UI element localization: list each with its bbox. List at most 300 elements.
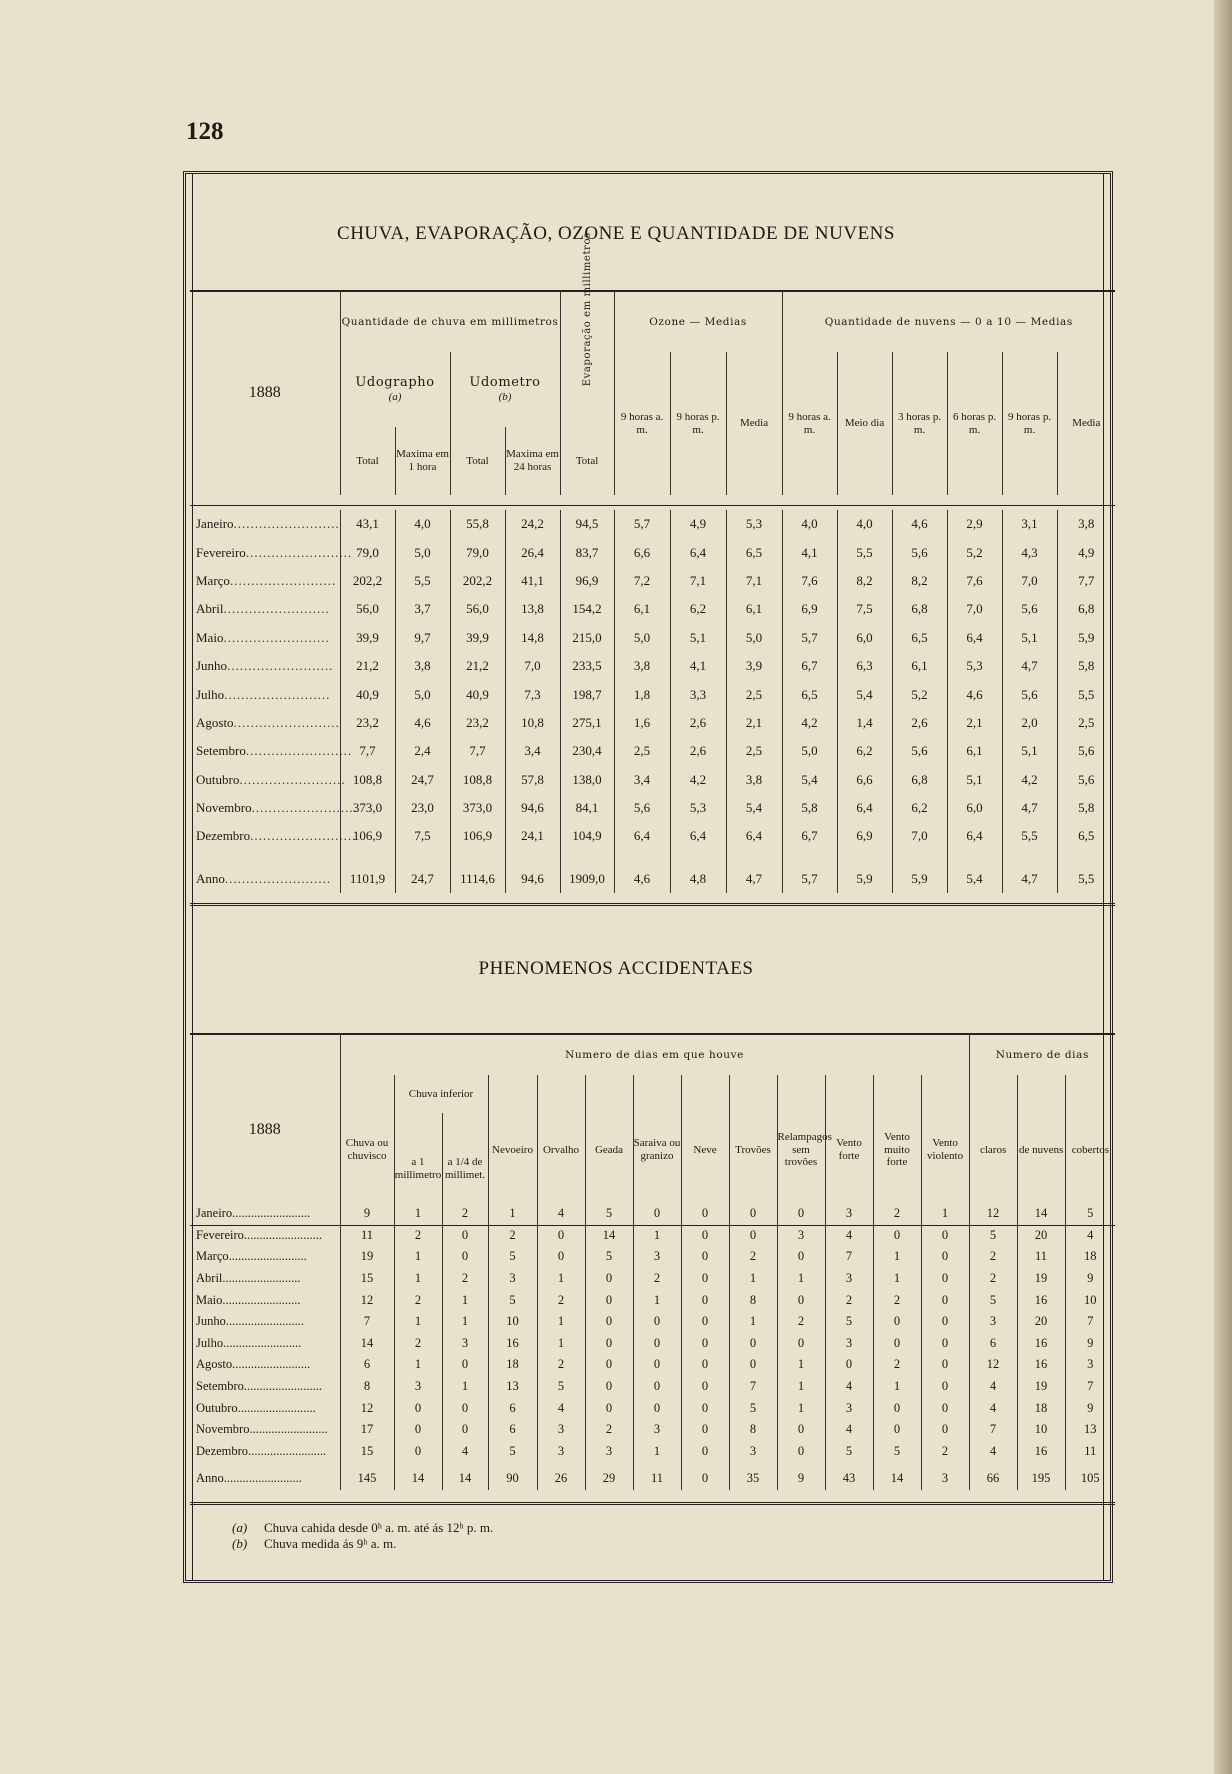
table-cell: 3 — [633, 1246, 681, 1268]
table-cell: 14 — [873, 1468, 921, 1490]
table-cell: 6,4 — [947, 624, 1002, 652]
table-cell: 1,6 — [614, 709, 670, 737]
table-cell: 4,9 — [1057, 538, 1115, 566]
table-cell: 7 — [825, 1246, 873, 1268]
table-cell: 2 — [394, 1289, 442, 1311]
table-row — [190, 1397, 1115, 1419]
table-cell: 21,2 — [340, 652, 395, 680]
section1-year: 1888 — [248, 384, 281, 402]
table-cell: 1909,0 — [560, 865, 614, 893]
footnote-b: (b) Chuva medida ás 9ʰ a. m. — [232, 1536, 397, 1551]
table-cell: 0 — [633, 1333, 681, 1355]
table-cell: 2,5 — [1057, 709, 1115, 737]
table-cell: 2 — [873, 1354, 921, 1376]
table-cell: 5,5 — [837, 538, 892, 566]
table-cell: 4,7 — [1002, 794, 1057, 822]
footnote-a: (a) Chuva cahida desde 0ʰ a. m. até ás 12ʰ p. m. — [232, 1520, 494, 1535]
table-cell: 5 — [1065, 1203, 1115, 1225]
table-cell: 3 — [825, 1333, 873, 1355]
table-cell: 10 — [1017, 1419, 1065, 1441]
table-cell: 12 — [969, 1203, 1017, 1225]
table-row — [190, 709, 1115, 737]
table-cell: 6,4 — [837, 794, 892, 822]
table-cell: 6,1 — [614, 595, 670, 623]
table-cell: 0 — [633, 1311, 681, 1333]
month-label: Dezembro......................... — [196, 1443, 327, 1458]
table-cell: 5,8 — [1057, 794, 1115, 822]
udometro-header: Udometro (b) — [450, 352, 560, 427]
table-cell: 5,0 — [614, 624, 670, 652]
table-cell: 6,6 — [837, 766, 892, 794]
table-cell: 4,8 — [670, 865, 726, 893]
table-cell: 9 — [777, 1468, 825, 1490]
table-cell: 4,7 — [726, 865, 782, 893]
table-cell: 1 — [537, 1333, 585, 1355]
table-row — [190, 1289, 1115, 1311]
table-cell: 13 — [1065, 1419, 1115, 1441]
table-cell: 40,9 — [450, 680, 505, 708]
month-label: Outubro......................... — [196, 1400, 316, 1415]
table-cell: 5,9 — [892, 865, 947, 893]
table-cell: 5,7 — [614, 510, 670, 538]
table-cell: 0 — [633, 1203, 681, 1225]
table-cell: 1 — [777, 1376, 825, 1398]
nuvens-group-header: Quantidade de nuvens — 0 a 10 — Medias — [782, 292, 1115, 352]
table-cell: 3 — [921, 1468, 969, 1490]
table-cell: 3,4 — [614, 766, 670, 794]
table-cell: 5,2 — [892, 680, 947, 708]
table-cell: 0 — [681, 1268, 729, 1290]
section1-bottom-rule — [190, 903, 1115, 906]
table-row — [190, 567, 1115, 595]
table-cell: 0 — [921, 1289, 969, 1311]
table-cell: 7,5 — [395, 822, 450, 850]
table-cell: 105 — [1065, 1468, 1115, 1490]
nv-meio-header: Meio dia — [837, 352, 892, 495]
table-cell: 7,1 — [670, 567, 726, 595]
table-cell: 0 — [442, 1419, 488, 1441]
table-cell: 55,8 — [450, 510, 505, 538]
table-cell: 23,0 — [395, 794, 450, 822]
table-cell: 0 — [681, 1354, 729, 1376]
table-cell: 0 — [442, 1246, 488, 1268]
table-cell: 4,2 — [782, 709, 837, 737]
table-cell: 94,6 — [505, 865, 560, 893]
table-cell: 7 — [729, 1376, 777, 1398]
table-cell: 0 — [681, 1333, 729, 1355]
table-cell: 9 — [1065, 1333, 1115, 1355]
table-cell: 5,6 — [892, 737, 947, 765]
table-cell: 0 — [873, 1419, 921, 1441]
geada-header: Geada — [585, 1075, 633, 1225]
table-cell: 7 — [1065, 1311, 1115, 1333]
table-cell: 2 — [394, 1333, 442, 1355]
table-cell: 26 — [537, 1468, 585, 1490]
table-cell: 5,6 — [614, 794, 670, 822]
table-cell: 0 — [681, 1225, 729, 1247]
month-label: Agosto......................... — [196, 714, 340, 730]
table-cell: 1 — [777, 1354, 825, 1376]
table-cell: 0 — [921, 1419, 969, 1441]
table-cell: 9,7 — [395, 624, 450, 652]
table-cell: 373,0 — [340, 794, 395, 822]
table-cell: 94,6 — [505, 794, 560, 822]
table-row — [190, 510, 1115, 538]
month-label: Dezembro......................... — [196, 828, 357, 844]
table-cell: 9 — [1065, 1268, 1115, 1290]
table-cell: 18 — [488, 1354, 537, 1376]
table-cell: 198,7 — [560, 680, 614, 708]
table-cell: 4 — [1065, 1225, 1115, 1247]
table-cell: 3,8 — [395, 652, 450, 680]
table-cell: 5,3 — [947, 652, 1002, 680]
table-cell: 14 — [442, 1468, 488, 1490]
table-cell: 6,2 — [670, 595, 726, 623]
table-cell: 0 — [777, 1246, 825, 1268]
table-cell: 16 — [1017, 1441, 1065, 1463]
table-cell: 0 — [633, 1397, 681, 1419]
table-cell: 0 — [585, 1333, 633, 1355]
udometro-maxima-header: Maxima em 24 horas — [505, 427, 560, 495]
table-cell: 5,1 — [670, 624, 726, 652]
table-cell: 24,2 — [505, 510, 560, 538]
table-cell: 5 — [825, 1311, 873, 1333]
table-cell: 0 — [825, 1354, 873, 1376]
table-cell: 24,7 — [395, 766, 450, 794]
table-cell: 0 — [777, 1441, 825, 1463]
table-cell: 8 — [729, 1419, 777, 1441]
claros-header: claros — [969, 1075, 1017, 1225]
table-cell: 1 — [777, 1268, 825, 1290]
table-cell: 7,6 — [782, 567, 837, 595]
footnotes — [232, 1520, 493, 1552]
table-cell: 0 — [921, 1225, 969, 1247]
table-cell: 1 — [394, 1268, 442, 1290]
nv-9am-header: 9 horas a. m. — [782, 352, 837, 495]
table-cell: 3 — [825, 1268, 873, 1290]
table-cell: 6,1 — [892, 652, 947, 680]
table-cell: 5,8 — [782, 794, 837, 822]
table-cell: 3,8 — [614, 652, 670, 680]
table-cell: 202,2 — [450, 567, 505, 595]
month-label: Agosto......................... — [196, 1357, 311, 1372]
table-cell: 202,2 — [340, 567, 395, 595]
table-cell: 7,5 — [837, 595, 892, 623]
table-cell: 39,9 — [450, 624, 505, 652]
table-cell: 5 — [488, 1289, 537, 1311]
month-label: Julho......................... — [196, 1335, 302, 1350]
table-cell: 6,4 — [670, 822, 726, 850]
table-cell: 6,4 — [947, 822, 1002, 850]
table-cell: 2,0 — [1002, 709, 1057, 737]
table-cell: 0 — [681, 1311, 729, 1333]
vento-muito-header: Vento muito forte — [873, 1075, 921, 1225]
table-cell: 0 — [585, 1268, 633, 1290]
table-cell: 8 — [729, 1289, 777, 1311]
table-cell: 1 — [442, 1376, 488, 1398]
table-cell: 4 — [537, 1397, 585, 1419]
table-cell: 0 — [681, 1246, 729, 1268]
table-cell: 56,0 — [340, 595, 395, 623]
table-cell: 6 — [340, 1354, 394, 1376]
table-cell: 2,5 — [726, 737, 782, 765]
table-cell: 2 — [873, 1203, 921, 1225]
table-cell: 4,1 — [670, 652, 726, 680]
table-cell: 3 — [825, 1203, 873, 1225]
table-cell: 2,1 — [726, 709, 782, 737]
table-cell: 2,1 — [947, 709, 1002, 737]
table-cell: 0 — [729, 1225, 777, 1247]
table-cell: 4,1 — [782, 538, 837, 566]
table-cell: 5 — [537, 1376, 585, 1398]
table-cell: 4 — [825, 1376, 873, 1398]
table-cell: 4 — [969, 1397, 1017, 1419]
table-row — [190, 794, 1115, 822]
table-cell: 5 — [969, 1289, 1017, 1311]
table-cell: 12 — [969, 1354, 1017, 1376]
table-cell: 20 — [1017, 1311, 1065, 1333]
table-cell: 4,6 — [614, 865, 670, 893]
table-cell: 1 — [777, 1397, 825, 1419]
table-cell: 1 — [633, 1225, 681, 1247]
a1mil-header: a 1 millimetro — [394, 1113, 442, 1225]
table-cell: 5,0 — [395, 680, 450, 708]
table-cell: 6,1 — [947, 737, 1002, 765]
month-label: Julho......................... — [196, 686, 331, 702]
table-cell: 138,0 — [560, 766, 614, 794]
table-cell: 6,5 — [726, 538, 782, 566]
vento-forte-header: Vento forte — [825, 1075, 873, 1225]
chuva-header: Chuva ou chuvisco — [340, 1075, 394, 1225]
table-cell: 16 — [1017, 1354, 1065, 1376]
table-cell: 0 — [873, 1397, 921, 1419]
table-cell: 2,4 — [395, 737, 450, 765]
table-cell: 0 — [777, 1203, 825, 1225]
table-cell: 3,9 — [726, 652, 782, 680]
table-row — [190, 1468, 1115, 1490]
table-cell: 5,8 — [1057, 652, 1115, 680]
table-cell: 0 — [921, 1311, 969, 1333]
table-cell: 0 — [777, 1289, 825, 1311]
table-cell: 66 — [969, 1468, 1017, 1490]
table-cell: 1 — [394, 1246, 442, 1268]
table-cell: 9 — [340, 1203, 394, 1225]
table-cell: 0 — [777, 1419, 825, 1441]
table-cell: 8,2 — [892, 567, 947, 595]
table-cell: 7,0 — [947, 595, 1002, 623]
oz-9am-header: 9 horas a. m. — [614, 352, 670, 495]
table-cell: 2 — [442, 1203, 488, 1225]
table-cell: 2 — [969, 1268, 1017, 1290]
table-cell: 6,0 — [947, 794, 1002, 822]
udometro-total-header: Total — [450, 427, 505, 495]
table-cell: 4,6 — [395, 709, 450, 737]
table-cell: 7,6 — [947, 567, 1002, 595]
relampagos-header: Relampagos sem trovões — [777, 1075, 825, 1225]
table-cell: 108,8 — [450, 766, 505, 794]
table-cell: 5 — [488, 1246, 537, 1268]
table-cell: 5 — [729, 1397, 777, 1419]
month-label: Anno......................... — [196, 1471, 302, 1486]
table-cell: 19 — [1017, 1268, 1065, 1290]
table-cell: 104,9 — [560, 822, 614, 850]
section2-body — [190, 1203, 1115, 1490]
table-cell: 3,1 — [1002, 510, 1057, 538]
table-cell: 8,2 — [837, 567, 892, 595]
table-cell: 6,5 — [892, 624, 947, 652]
table-cell: 6,2 — [892, 794, 947, 822]
table-cell: 3 — [969, 1311, 1017, 1333]
table-cell: 1 — [873, 1268, 921, 1290]
table-cell: 0 — [585, 1311, 633, 1333]
ozone-group-header: Ozone — Medias — [614, 292, 782, 352]
table-cell: 6,3 — [837, 652, 892, 680]
table-row — [190, 822, 1115, 850]
table-cell: 6 — [969, 1333, 1017, 1355]
de-nuvens-header: de nuvens — [1017, 1075, 1065, 1225]
table-cell: 5 — [873, 1441, 921, 1463]
table-cell: 0 — [681, 1419, 729, 1441]
table-cell: 12 — [340, 1397, 394, 1419]
table-cell: 15 — [340, 1441, 394, 1463]
table-cell: 15 — [340, 1268, 394, 1290]
table-cell: 4,0 — [782, 510, 837, 538]
table-cell: 275,1 — [560, 709, 614, 737]
table-cell: 56,0 — [450, 595, 505, 623]
table-cell: 2,5 — [726, 680, 782, 708]
udographo-header: Udographo (a) — [340, 352, 450, 427]
table-cell: 6,9 — [782, 595, 837, 623]
table-cell: 1101,9 — [340, 865, 395, 893]
table-cell: 0 — [873, 1311, 921, 1333]
table-cell: 1 — [442, 1289, 488, 1311]
section1-title: CHUVA, EVAPORAÇÃO, OZONE E QUANTIDADE DE NUVENS — [337, 223, 895, 244]
table-cell: 5,4 — [726, 794, 782, 822]
table-cell: 3,3 — [670, 680, 726, 708]
table-cell: 5,1 — [1002, 624, 1057, 652]
table-cell: 0 — [537, 1225, 585, 1247]
table-cell: 20 — [1017, 1225, 1065, 1247]
table-cell: 373,0 — [450, 794, 505, 822]
table-cell: 4,6 — [892, 510, 947, 538]
table-cell: 145 — [340, 1468, 394, 1490]
table-cell: 17 — [340, 1419, 394, 1441]
table-row — [190, 766, 1115, 794]
table-cell: 40,9 — [340, 680, 395, 708]
table-cell: 2 — [442, 1268, 488, 1290]
table-cell: 1 — [633, 1289, 681, 1311]
table-cell: 5,2 — [947, 538, 1002, 566]
table-cell: 1 — [394, 1311, 442, 1333]
month-label: Maio......................... — [196, 1292, 301, 1307]
nv-9pm-header: 9 horas p. m. — [1002, 352, 1057, 495]
table-cell: 2,6 — [892, 709, 947, 737]
table-cell: 7 — [969, 1419, 1017, 1441]
table-cell: 154,2 — [560, 595, 614, 623]
table-cell: 5,7 — [782, 624, 837, 652]
table-cell: 0 — [873, 1225, 921, 1247]
table-cell: 7 — [1065, 1376, 1115, 1398]
table-cell: 6,4 — [726, 822, 782, 850]
table-cell: 2,6 — [670, 737, 726, 765]
table-cell: 11 — [1065, 1441, 1115, 1463]
table-cell: 2,5 — [614, 737, 670, 765]
table-cell: 41,1 — [505, 567, 560, 595]
table-cell: 23,2 — [340, 709, 395, 737]
table-cell: 1 — [537, 1311, 585, 1333]
table-cell: 2,9 — [947, 510, 1002, 538]
table-row — [190, 624, 1115, 652]
table-cell: 2 — [777, 1311, 825, 1333]
table-cell: 7,0 — [505, 652, 560, 680]
table-row — [190, 865, 1115, 893]
table-cell: 1 — [633, 1441, 681, 1463]
table-cell: 1 — [921, 1203, 969, 1225]
a14-header: a 1/4 de millimet. — [442, 1113, 488, 1225]
table-cell: 96,9 — [560, 567, 614, 595]
table-cell: 24,1 — [505, 822, 560, 850]
table-cell: 11 — [633, 1468, 681, 1490]
oz-9pm-header: 9 horas p. m. — [670, 352, 726, 495]
table-cell: 4,7 — [1002, 865, 1057, 893]
table-cell: 6,7 — [782, 652, 837, 680]
table-cell: 5 — [969, 1225, 1017, 1247]
table-cell: 35 — [729, 1468, 777, 1490]
table-row — [190, 1441, 1115, 1463]
table-cell: 14 — [340, 1333, 394, 1355]
table-cell: 7,7 — [1057, 567, 1115, 595]
table-cell: 0 — [585, 1397, 633, 1419]
table-cell: 6,4 — [614, 822, 670, 850]
udographo-total-header: Total — [340, 427, 395, 495]
table-cell: 5,9 — [837, 865, 892, 893]
month-label: Janeiro......................... — [196, 516, 340, 532]
table-cell: 0 — [394, 1441, 442, 1463]
table-cell: 26,4 — [505, 538, 560, 566]
table-cell: 0 — [921, 1333, 969, 1355]
table-row — [190, 1376, 1115, 1398]
table-cell: 0 — [394, 1419, 442, 1441]
table-cell: 0 — [729, 1203, 777, 1225]
table-cell: 2 — [633, 1268, 681, 1290]
month-label: Setembro......................... — [196, 1379, 323, 1394]
section2-bottom-rule — [190, 1502, 1115, 1505]
table-cell: 5,0 — [726, 624, 782, 652]
month-label: Fevereiro......................... — [196, 1227, 323, 1242]
table-cell: 1 — [537, 1268, 585, 1290]
table-cell: 5,3 — [726, 510, 782, 538]
table-cell: 5,4 — [947, 865, 1002, 893]
table-cell: 7,3 — [505, 680, 560, 708]
table-cell: 5,5 — [1057, 865, 1115, 893]
table-cell: 0 — [921, 1397, 969, 1419]
table-row — [190, 1419, 1115, 1441]
table-cell: 4 — [969, 1376, 1017, 1398]
saraiva-header: Saraiva ou granizo — [633, 1075, 681, 1225]
table-cell: 3 — [537, 1441, 585, 1463]
table-cell: 94,5 — [560, 510, 614, 538]
table-cell: 43 — [825, 1468, 873, 1490]
table-cell: 4 — [969, 1441, 1017, 1463]
evaporacao-header: Evaporação em millimetros — [560, 292, 614, 427]
table-cell: 0 — [633, 1354, 681, 1376]
table-cell: 0 — [681, 1441, 729, 1463]
cobertos-header: cobertos — [1065, 1075, 1115, 1225]
table-row — [190, 1203, 1115, 1225]
table-cell: 3,8 — [1057, 510, 1115, 538]
page-edge — [1214, 0, 1232, 1774]
month-label: Abril......................... — [196, 1271, 301, 1286]
